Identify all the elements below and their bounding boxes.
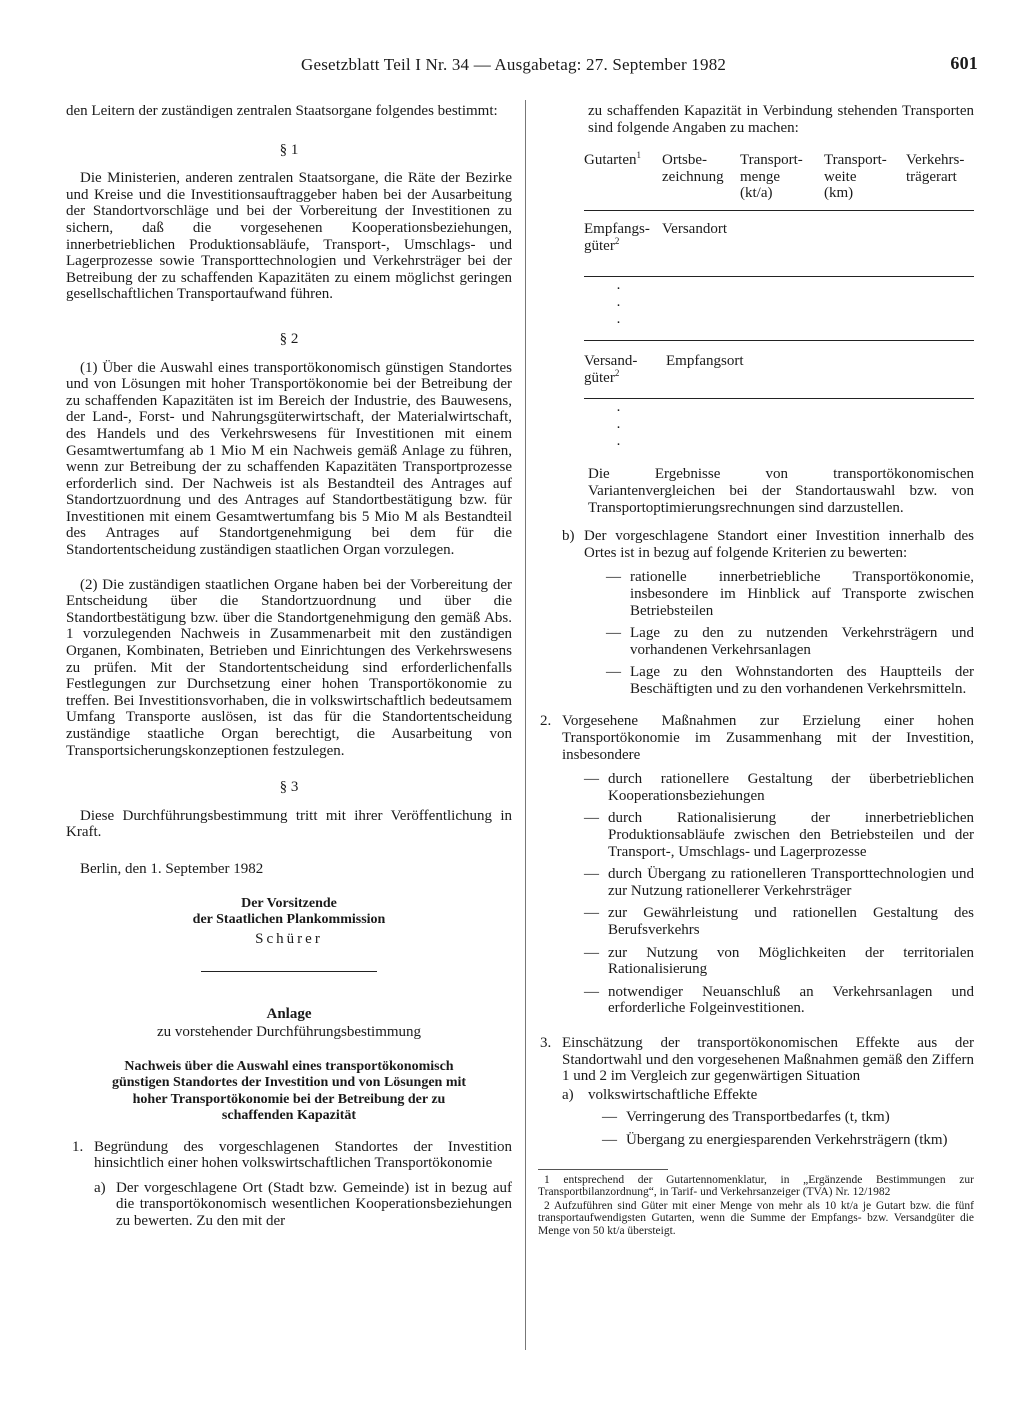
item-b-text: Der vorgeschlagene Standort einer Investition innerhalb des Ortes ist in bezug auf folgende Kriterien zu bewerten: (584, 528, 974, 561)
section-1-text: Die Ministerien, anderen zentralen Staatsorgane, die Räte der Bezirke und Kreise und die Investitionsauftraggeber haben bei der Ausarbeitung der Standortvorschläge und bei der Vorbereitung der Investitionen zu sichern, daß die vorgesehenen Kooperationsbeziehungen, innerbetrieblichen Produktionsabläufe, Transport-, Umschlags- und Lagerprozesse sowie Transporttechnologien und Verkehrsträger bei der Betreibung der zu schaffenden Kapazitäten zu einem möglichst geringen gesellschaftlichen Transportaufwand führen. (66, 170, 512, 303)
ellipsis-dots: · · · (616, 281, 621, 332)
item-3 (538, 1035, 974, 1085)
dash-list-text: Lage zu den Wohnstandorten des Hauptteils der Beschäftigten und zu den vorhandenen Verkehrsmitteln. (630, 664, 974, 697)
ellipsis-dots: · · · (616, 403, 621, 454)
dash-list-text: rationelle innerbetriebliche Transportökonomie, insbesondere im Hinblick auf Transporte zwischen Betriebsteilen (630, 569, 974, 619)
separator-line (201, 971, 377, 972)
item-letter: b) (562, 528, 575, 545)
right-column (538, 103, 974, 1237)
item-1a-text: Der vorgeschlagene Ort (Stadt bzw. Gemeinde) ist in bezug auf die transportökonomisch wesentlichen Kooperationsbeziehungen zu bewerten. Zu den mit der (116, 1179, 512, 1229)
annex-heading: Nachweis über die Auswahl eines transportökonomisch günstigen Standortes der Investition und von Lösungen mit hoher Transportökonomie bei der Betreibung der zu schaffenden Kapazität (111, 1058, 467, 1124)
row-empfangs-label: Empfangs- (584, 220, 650, 237)
section-2-heading: § 2 (279, 330, 299, 347)
page-header (66, 52, 978, 78)
item-number: 3. (540, 1034, 552, 1051)
item-3-text: Einschätzung der transportökonomischen Effekte aus der Standortwahl und den vorgesehenen Maßnahmen gemäß den Ziffern 1 und 2 im Vergleich zur gegenwärtigen Situation (562, 1034, 974, 1085)
item-2 (538, 713, 974, 763)
item-3a (538, 1087, 974, 1104)
dash-mark: — (602, 1131, 617, 1148)
dash-mark: — (602, 1109, 617, 1126)
dash-mark: — (606, 569, 621, 586)
annex-title: Anlage (266, 1006, 312, 1023)
th-gutarten: Gutarten$^1$ (584, 150, 641, 169)
item-number: 1. (72, 1138, 84, 1155)
dash-list-item (562, 1109, 974, 1126)
item-letter: a) (562, 1086, 574, 1103)
dash-list-text: notwendiger Neuanschluß an Verkehrsanlagen und erforderliche Folgeinvestitionen. (608, 983, 974, 1017)
dash-mark: — (606, 664, 621, 681)
item-2-list (538, 771, 974, 1017)
row-empfangsort: Empfangsort (666, 353, 744, 370)
continuation-text: zu schaffenden Kapazität in Verbindung stehenden Transporten sind folgende Angaben zu machen: (588, 103, 974, 136)
transport-table-header (584, 152, 974, 202)
section-1-heading: § 1 (279, 141, 299, 158)
item-3a-list (538, 1109, 974, 1148)
dash-list-item (562, 1132, 974, 1149)
th-ortsbezeichnung: Ortsbe- zeichnung (662, 152, 724, 185)
signatory-name: Schürer (255, 930, 323, 947)
th-transportmenge: Transport- menge (kt/a) (740, 152, 803, 202)
dash-list-text: zur Nutzung von Möglichkeiten der territorialen Rationalisierung (608, 944, 974, 978)
table-rule (584, 210, 974, 211)
footnote-rule (538, 1169, 668, 1170)
results-text: Die Ergebnisse von transportökonomischen Variantenvergleichen bei der Standortauswahl bzw. von Transportoptimierungsrechnungen sind darzustellen. (588, 466, 974, 516)
dash-list-text: Lage zu den zu nutzenden Verkehrsträgern und vorhandenen Verkehrsanlagen (630, 625, 974, 658)
left-column (66, 103, 512, 1230)
page-number: 601 (950, 53, 978, 73)
item-2-text: Vorgesehene Maßnahmen zur Erzielung einer hohen Transportökonomie im Zusammenhang mit der Investition, insbesondere (562, 713, 974, 763)
dash-list-item (562, 984, 974, 1017)
annex-item-1 (66, 1139, 512, 1172)
dash-mark: — (584, 944, 599, 961)
dash-list-item (562, 810, 974, 860)
annex-subtitle: zu vorstehender Durchführungsbestimmung (156, 1023, 422, 1040)
section-3-heading: § 3 (279, 779, 299, 796)
dash-mark: — (584, 771, 599, 788)
dash-list-item (562, 945, 974, 978)
item-b-list (538, 569, 974, 697)
th-transportweite: Transport- weite (km) (824, 152, 887, 202)
dash-mark: — (584, 810, 599, 827)
table-rule (584, 340, 974, 341)
dash-list-item (584, 664, 974, 697)
dash-list-item (562, 866, 974, 899)
table-row-versand: Versand- güter$^2$ Empfangsort (584, 353, 974, 386)
item-number: 2. (540, 713, 552, 730)
gazette-title: Gesetzblatt Teil I Nr. 34 — Ausgabetag: 27. September 1982 (301, 55, 727, 74)
dash-list-text: durch Rationalisierung der innerbetrieblichen Produktionsabläufe zwischen den Betriebsteilen und der Transport-, Umschlags- und Lagerprozesse (608, 810, 974, 860)
dash-mark: — (584, 983, 599, 1000)
column-divider (525, 100, 526, 1350)
item-3a-text: volkswirtschaftliche Effekte (588, 1086, 758, 1103)
dash-list-item (584, 569, 974, 619)
transport-table (538, 152, 974, 454)
section-2-paragraph-2: (2) Die zuständigen staatlichen Organe haben bei der Vorbereitung der Entscheidung über die Standortzuordnung und über die Standortbestätigung bzw. über die Standortgenehmigung den gemäß Abs. 1 vorzulegenden Nachweis in Zusammenarbeit mit den zuständigen Organen, Kombinaten, Betrieben und Einrichtungen des Verkehrswesens zu prüfen. Mit der Standortentscheidung sind erforderlichenfalls Festlegungen zur Durchsetzung einer hohen Transportökonomie zu treffen. Bei Investitionsvorhaben, die in volkswirtschaftlich bedeutsamem Umfang Transporte auslösen, ist das für die Standortentscheidung zuständige staatliche Organ berechtigt, die Ausarbeitung von Transportsicherungskonzeptionen festzulegen. (66, 576, 512, 759)
dash-list-item (562, 771, 974, 804)
footnote-1: 1 entsprechend der Gutartennomenklatur, in „Ergänzende Bestimmungen zur Transportbilanzordnung“, in Tarif- und Verkehrsanzeiger (TVA) Nr. 12/1982 (538, 1173, 974, 1199)
dash-list-text: zur Gewährleistung und rationellen Gestaltung des Berufsverkehrs (608, 905, 974, 938)
dash-mark: — (606, 625, 621, 642)
th-verkehrstraegerart: Verkehrs- trägerart (906, 152, 965, 185)
row-versandort: Versandort (662, 220, 727, 237)
signatory-title-1: Der Vorsitzende (241, 895, 337, 911)
dash-list-text: durch Übergang zu rationelleren Transporttechnologien und zur Nutzung rationellerer Verkehrsträger (608, 866, 974, 899)
table-row-empfang: Empfangs- güter$^2$ Versandort (584, 221, 974, 254)
row-versand-label: Versand- (584, 353, 638, 370)
dash-mark: — (584, 866, 599, 883)
annex-item-1a (66, 1180, 512, 1230)
item-1-text: Begründung des vorgeschlagenen Standortes der Investition hinsichtlich einer hohen volkswirtschaftlichen Transportökonomie (94, 1138, 512, 1172)
table-rule (584, 276, 974, 277)
footnotes (538, 1174, 974, 1238)
dash-list-text: Übergang zu energiesparenden Verkehrsträgern (tkm) (626, 1131, 948, 1148)
item-b (538, 528, 974, 561)
dash-list-text: durch rationellere Gestaltung der überbetrieblichen Kooperationsbeziehungen (608, 771, 974, 804)
dash-mark: — (584, 905, 599, 922)
signatory-title-2: der Staatlichen Plankommission (192, 912, 386, 928)
section-3-text: Diese Durchführungsbestimmung tritt mit ihrer Veröffentlichung in Kraft. (66, 807, 512, 841)
footnote-2: 2 Aufzuführen sind Güter mit einer Menge von mehr als 10 kt/a je Gutart bzw. die fünf transportaufwendigsten Gutarten, wenn die Summe der Empfangs- bzw. Versandgüter die Menge von 50 kt/a übersteigt. (538, 1199, 974, 1237)
intro-text: den Leitern der zuständigen zentralen Staatsorgane folgendes bestimmt: (66, 103, 498, 119)
dash-list-item (584, 625, 974, 658)
table-rule (584, 398, 974, 399)
date-line: Berlin, den 1. September 1982 (80, 860, 264, 877)
item-letter: a) (94, 1179, 106, 1196)
section-2-paragraph-1: (1) Über die Auswahl eines transportökonomisch günstigen Standortes und von Lösungen mit hoher Transportökonomie bei der Betreibung der zu schaffenden Kapazitäten ist im Bereich der Industrie, des Bauwesens, der Land-, Forst- und Nahrungsgüterwirtschaft, der Materialwirtschaft, des Handels und des Verkehrswesens für Investitionen mit einem Gesamtwertumfang ab 1 Mio M ein Nachweis gemäß Anlage zu führen, wenn zur Betreibung der zu schaffenden Kapazitäten Transportprozesse erforderlich sind. Der Nachweis ist als Bestandteil des Antrages auf Standortzuordnung und des Antrages auf Standortbestätigung bzw. für Investitionen mit einem Gesamtwertumfang bis 5 Mio M als Bestandteil des Antrages auf Standortgenehmigung bei dem für die Standortentscheidung zuständigen staatlichen Organ vorzulegen. (66, 359, 512, 559)
dash-list-text: Verringerung des Transportbedarfes (t, tkm) (626, 1109, 890, 1126)
dash-list-item (562, 905, 974, 938)
